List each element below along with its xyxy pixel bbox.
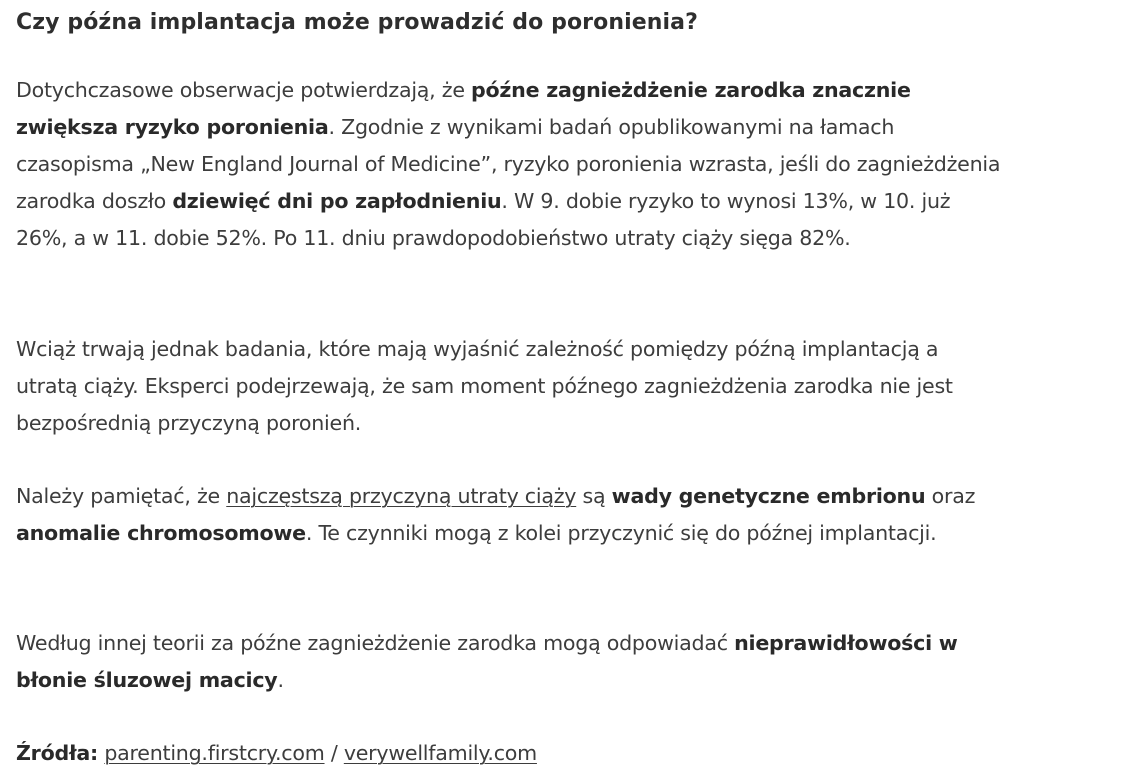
paragraph-risk xyxy=(16,72,1001,257)
paragraph-theory xyxy=(16,625,1001,699)
text: . Te czynniki mogą z kolei przyczynić się do późnej implantacji. xyxy=(305,521,937,545)
paragraph-causes xyxy=(16,478,1001,552)
bold-text: dziewięć dni po zapłodnieniu xyxy=(172,189,502,213)
bold-text: wady genetyczne embrionu xyxy=(611,484,926,508)
sources xyxy=(16,735,537,772)
source-link-firstcry[interactable]: parenting.firstcry.com xyxy=(104,741,325,765)
separator: / xyxy=(324,741,344,765)
text: . Zgodnie z wynikami badań opublikowanymi na łamach czasopisma „New England Journal of Medicine”, ryzyko poronienia wzrasta, jeśli do zagnieżdżenia zarodka doszło xyxy=(16,115,1001,213)
text: . xyxy=(277,668,284,692)
source-link-verywellfamily[interactable]: verywellfamily.com xyxy=(343,741,537,765)
text: Dotychczasowe obserwacje potwierdzają, że xyxy=(16,78,472,102)
bold-text: późne zagnieżdżenie zarodka znacznie zwiększa ryzyko poronienia xyxy=(16,78,911,139)
bold-text: nieprawidłowości w błonie śluzowej macicy xyxy=(16,631,958,692)
article-title: Czy późna implantacja może prowadzić do poronienia? xyxy=(16,10,698,35)
sources-label: Źródła: xyxy=(16,741,99,765)
text: . W 9. dobie ryzyko to wynosi 13%, w 10. już 26%, a w 11. dobie 52%. Po 11. dniu prawdopodobieństwo utraty ciąży sięga 82%. xyxy=(16,189,951,250)
text: Należy pamiętać, że xyxy=(16,484,227,508)
text: Według innej teorii za późne zagnieżdżenie zarodka mogą odpowiadać xyxy=(16,631,735,655)
paragraph-research xyxy=(16,331,1001,442)
article xyxy=(16,0,1001,765)
text: Wciąż trwają jednak badania, które mają wyjaśnić zależność pomiędzy późną implantacją a utratą ciąży. Eksperci podejrzewają, że sam moment późnego zagnieżdżenia zarodka nie jest bezpośrednią przyczyną poronień. xyxy=(16,337,953,435)
text: oraz xyxy=(925,484,976,508)
bold-text: anomalie chromosomowe xyxy=(16,521,306,545)
link-pregnancy-loss-causes[interactable]: najczęstszą przyczyną utraty ciąży xyxy=(226,484,577,508)
text: są xyxy=(576,484,612,508)
